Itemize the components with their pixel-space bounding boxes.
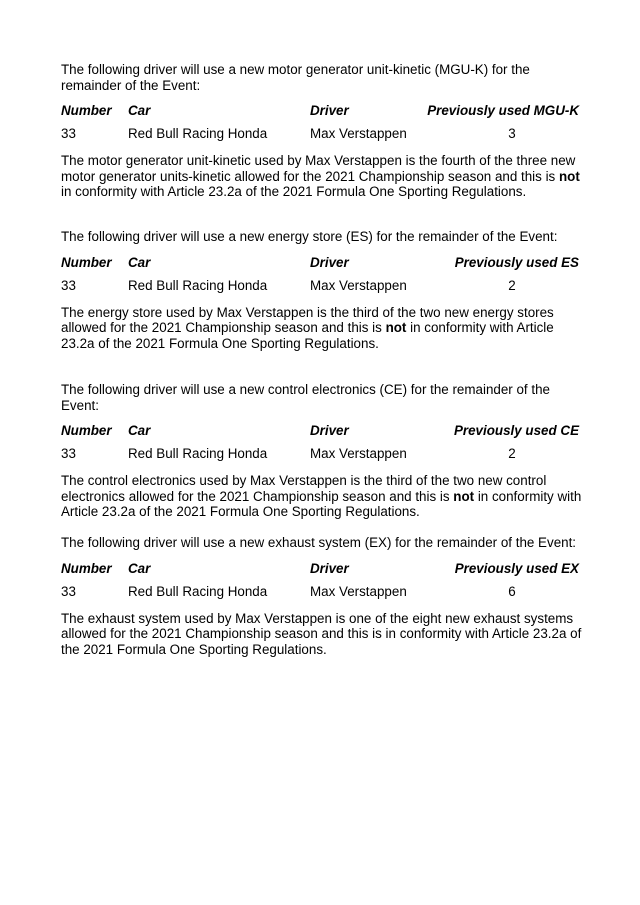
cell-driver: Max Verstappen: [310, 446, 407, 462]
section-statement: The control electronics used by Max Verstappen is the third of the two new control electronics allowed for the 2021 Championship season and this is not in conformity with Article 23.2a of the 2021 Formula One Sporting Regulations.: [61, 473, 582, 520]
section-es: [61, 229, 586, 351]
component-table: [61, 103, 586, 151]
cell-number: 33: [61, 446, 76, 462]
header-previously-used: Previously used EX: [454, 560, 579, 576]
header-number: Number: [61, 423, 112, 439]
cell-previously-used: 3: [508, 126, 516, 142]
cell-car: Red Bull Racing Honda: [128, 583, 268, 599]
component-table: [61, 423, 586, 471]
header-car: Car: [128, 103, 151, 119]
header-driver: Driver: [310, 103, 349, 119]
cell-number: 33: [61, 277, 76, 293]
section-intro: The following driver will use a new energy store (ES) for the remainder of the Event:: [61, 229, 558, 244]
header-previously-used: Previously used MGU-K: [427, 103, 579, 119]
component-table: [61, 561, 586, 609]
cell-previously-used: 6: [508, 583, 516, 599]
cell-driver: Max Verstappen: [310, 583, 407, 599]
header-number: Number: [61, 103, 112, 119]
header-previously-used: Previously used CE: [453, 423, 579, 439]
header-previously-used: Previously used ES: [454, 254, 579, 270]
header-car: Car: [128, 254, 151, 270]
component-table: [61, 255, 586, 303]
cell-previously-used: 2: [508, 277, 516, 293]
section-intro: The following driver will use a new motor generator unit-kinetic (MGU-K) for the remainder of the Event:: [61, 62, 530, 93]
section-intro: The following driver will use a new control electronics (CE) for the remainder of the Event:: [61, 382, 550, 413]
cell-driver: Max Verstappen: [310, 277, 407, 293]
header-number: Number: [61, 560, 112, 576]
section-statement: The motor generator unit-kinetic used by Max Verstappen is the fourth of the three new motor generator units-kinetic allowed for the 2021 Championship season and this is not in conformity with Article 23.2a of the 2021 Formula One Sporting Regulations.: [61, 153, 580, 200]
header-driver: Driver: [310, 560, 349, 576]
cell-driver: Max Verstappen: [310, 126, 407, 142]
header-driver: Driver: [310, 254, 349, 270]
section-ce: [61, 382, 586, 520]
cell-previously-used: 2: [508, 446, 516, 462]
section-mgu-k: [61, 62, 586, 200]
cell-car: Red Bull Racing Honda: [128, 126, 268, 142]
section-intro: The following driver will use a new exhaust system (EX) for the remainder of the Event:: [61, 535, 577, 550]
section-statement: The energy store used by Max Verstappen is the third of the two new energy stores allowed for the 2021 Championship season and this is not in conformity with Article 23.2a of the 2021 Formula One Sporting Regulations.: [61, 304, 554, 351]
header-car: Car: [128, 423, 151, 439]
header-car: Car: [128, 560, 151, 576]
cell-car: Red Bull Racing Honda: [128, 277, 268, 293]
header-driver: Driver: [310, 423, 349, 439]
section-ex: [61, 535, 586, 657]
cell-number: 33: [61, 126, 76, 142]
cell-number: 33: [61, 583, 76, 599]
cell-car: Red Bull Racing Honda: [128, 446, 268, 462]
header-number: Number: [61, 254, 112, 270]
section-statement: The exhaust system used by Max Verstappen is one of the eight new exhaust systems allowed for the 2021 Championship season and this is in conformity with Article 23.2a of the 2021 Formula One Sporting Regulations.: [61, 610, 582, 657]
